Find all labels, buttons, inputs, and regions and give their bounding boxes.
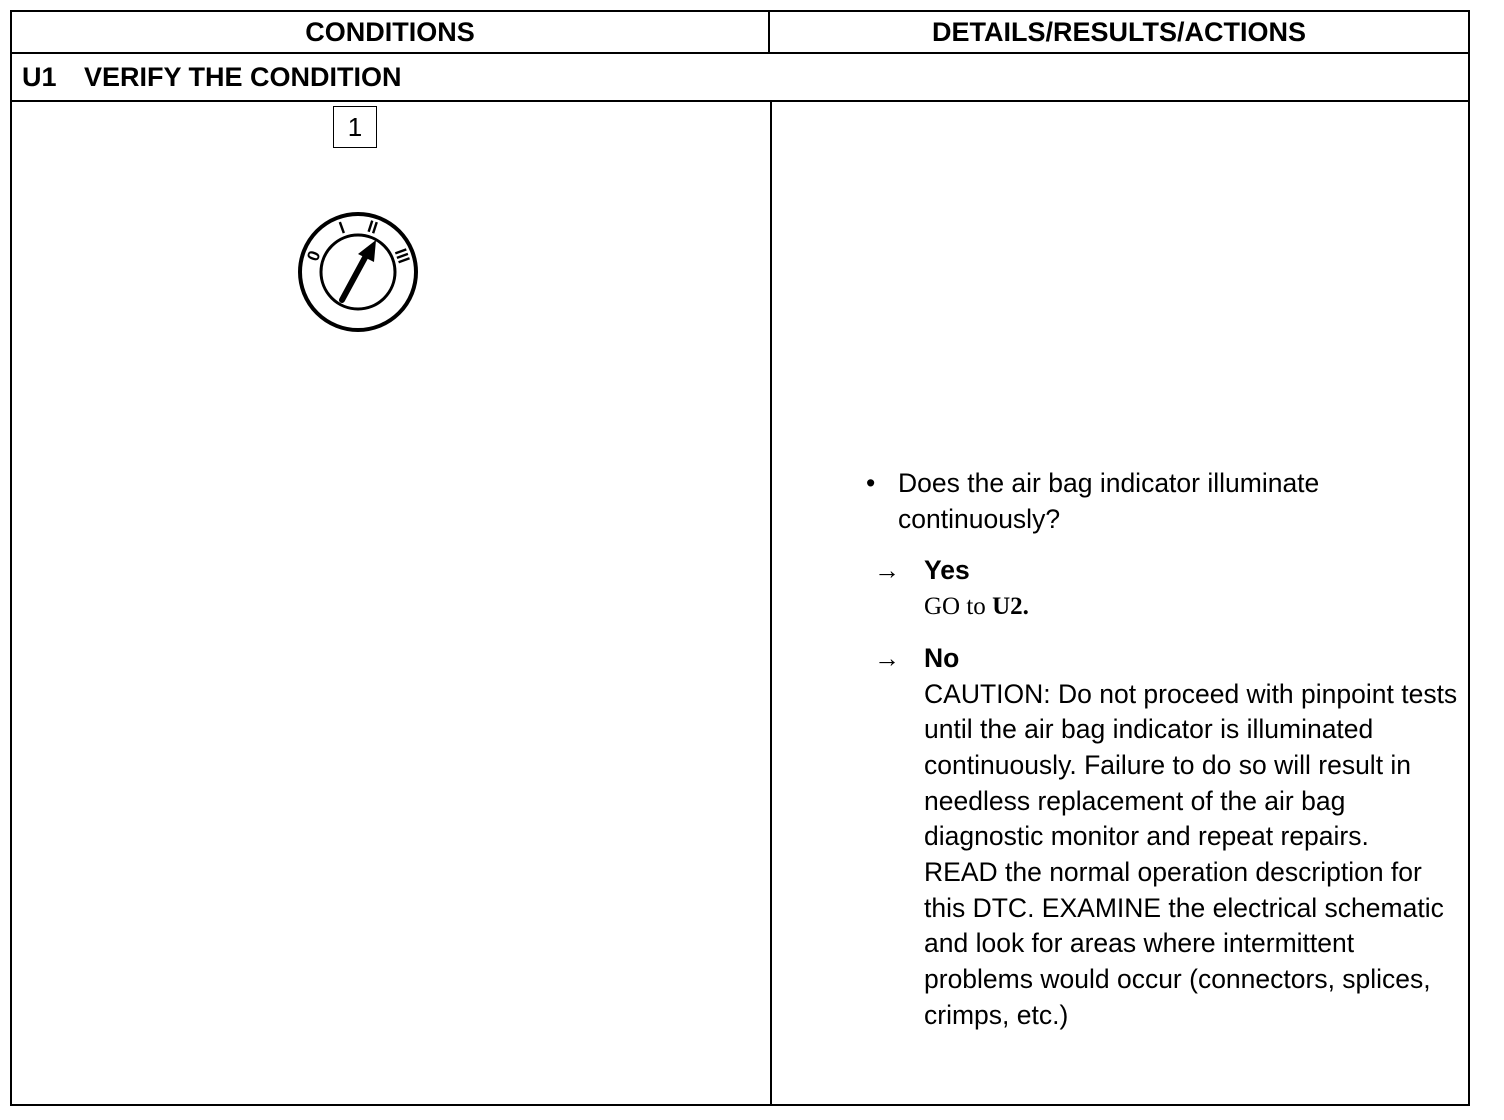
ignition-mark-start: III [390,246,414,266]
goto-target: U2. [992,593,1029,621]
conditions-header: CONDITIONS [12,12,770,52]
answer-yes [862,553,1462,624]
step-title: VERIFY THE CONDITION [84,61,402,92]
answer-no [862,641,1462,1034]
answer-yes-label: Yes [924,555,970,586]
answer-no-label: No [924,642,960,673]
ignition-mark-accessory: I [336,218,348,238]
details-header: DETAILS/RESULTS/ACTIONS [931,16,1306,47]
arrow-right-icon: → [874,642,900,673]
results-actions [862,466,1462,1034]
ignition-mark-run: II [365,216,380,238]
step-title-row [12,54,1468,102]
ignition-mark-off: 0 [303,248,325,264]
question-item [862,466,1462,537]
question-text: Does the air bag indicator illuminate continuously? [898,468,1320,534]
instructions-text: READ the normal operation description for this DTC. EXAMINE the electrical schematic and look for areas where intermittent problems would occur (connectors, splices, crimps, etc.) [924,857,1444,1030]
step-number-box: 1 [333,106,377,148]
ignition-key-position-icon [296,210,420,334]
caution-text: CAUTION: Do not proceed with pinpoint tests until the air bag indicator is illuminated continuously. Failure to do so will result in needless replacement of the air bag diagnostic monitor and repeat repairs. [924,678,1458,852]
goto-prefix: GO to [924,593,993,621]
table-header-row [12,12,1468,54]
ignition-pointer-shaft [342,252,368,300]
arrow-right-icon: → [874,555,900,586]
bullet-icon: • [866,468,876,498]
step-id: U1 [22,61,57,92]
answer-yes-action [924,589,1462,625]
